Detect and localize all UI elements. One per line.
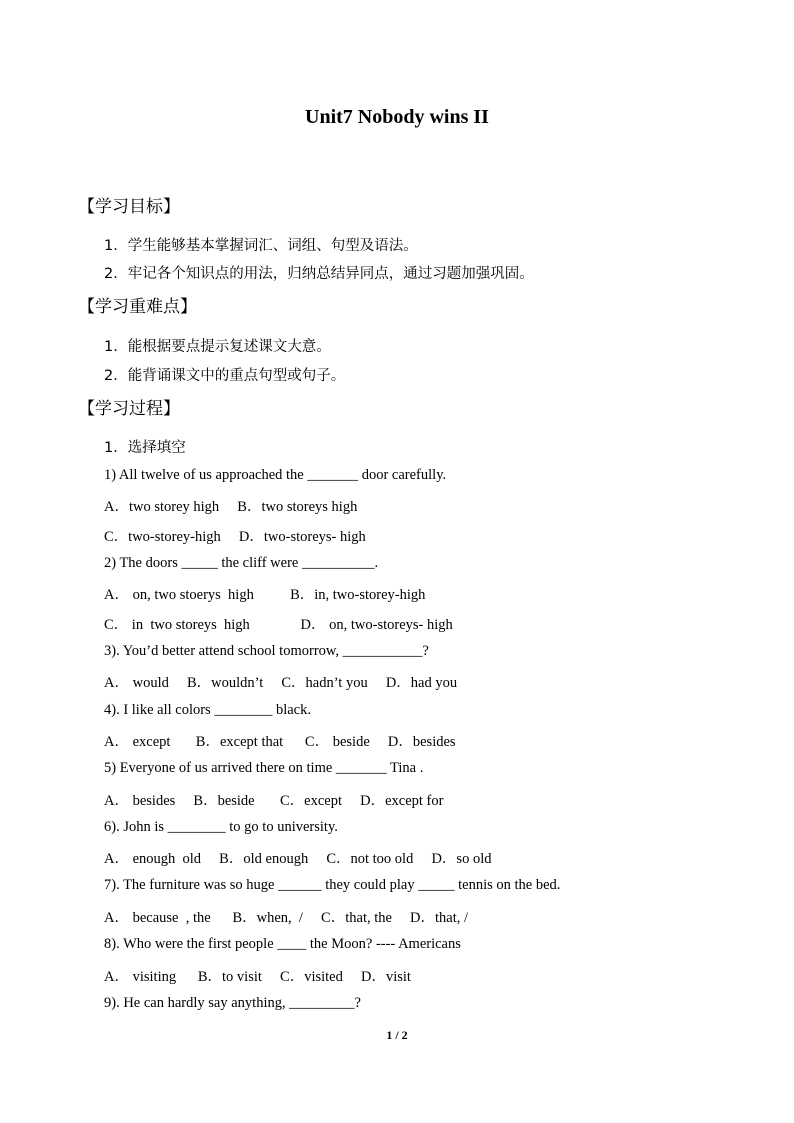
question-8-options: A． visiting B．to visit C．visited D．visit	[104, 969, 411, 985]
section-heading-process: 【学习过程】	[78, 399, 180, 419]
key-point-item-1: 1．能根据要点提示复述课文大意。	[104, 339, 331, 355]
page-number: 1 / 2	[386, 1028, 408, 1042]
question-2-options-b: C． in two storeys high D． on, two-storeys- high	[104, 617, 453, 633]
question-1: 1) All twelve of us approached the _______ door carefully.	[104, 467, 447, 483]
question-4-options: A． except B．except that C． beside D．besides	[104, 734, 456, 750]
question-7: 7). The furniture was so huge ______ they could play _____ tennis on the bed.	[104, 877, 561, 893]
section-heading-goals: 【学习目标】	[78, 197, 180, 217]
question-8: 8). Who were the first people ____ the Moon? ---- Americans	[104, 936, 461, 952]
key-point-item-2: 2．能背诵课文中的重点句型或句子。	[104, 368, 346, 384]
question-1-options-a: A．two storey high B．two storeys high	[104, 499, 358, 515]
question-9: 9). He can hardly say anything, _________?	[104, 995, 361, 1011]
question-7-options: A． because , the B．when, / C．that, the D．that, /	[104, 910, 469, 926]
goal-item-2: 2．牢记各个知识点的用法，归纳总结异同点，通过习题加强巩固。	[104, 266, 534, 282]
question-5-options: A． besides B．beside C．except D．except for	[104, 793, 444, 809]
question-1-options-b: C．two-storey-high D．two-storeys- high	[104, 529, 366, 545]
question-3: 3). You’d better attend school tomorrow, ___________?	[104, 643, 429, 659]
page-title: Unit7 Nobody wins II	[305, 106, 489, 128]
question-6: 6). John is ________ to go to university.	[104, 819, 338, 835]
goal-item-1: 1．学生能够基本掌握词汇、词组、句型及语法。	[104, 238, 418, 254]
question-5: 5) Everyone of us arrived there on time _______ Tina .	[104, 760, 424, 776]
question-3-options: A． would B．wouldn’t C．hadn’t you D．had you	[104, 675, 458, 691]
question-6-options: A． enough old B．old enough C．not too old D．so old	[104, 851, 492, 867]
section-heading-key-points: 【学习重难点】	[78, 297, 197, 317]
process-subheading: 1．选择填空	[104, 440, 186, 456]
question-2: 2) The doors _____ the cliff were __________.	[104, 555, 379, 571]
question-2-options-a: A． on, two stoerys high B．in, two-storey-high	[104, 587, 426, 603]
question-4: 4). I like all colors ________ black.	[104, 702, 311, 718]
